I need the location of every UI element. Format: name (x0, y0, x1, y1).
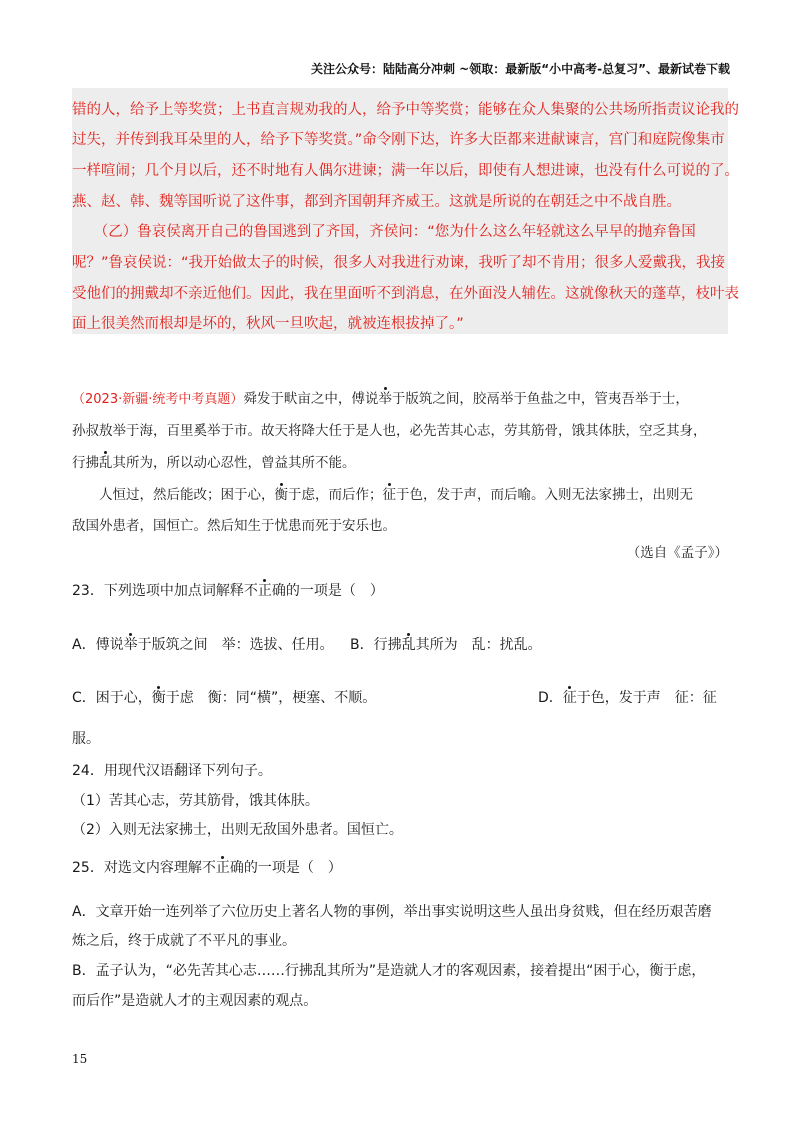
passage-line-2: 孙叔敖举于海，百里奚举于市。故天将降大任于是人也，必先苦其心志，劳其筋骨，饿其体肤，空乏其身， (72, 423, 707, 439)
q24-stem: 24．用现代汉语翻译下列句子。 (72, 763, 272, 779)
dotted-char: 征 (562, 690, 577, 706)
page-header: 关注公众号：陆陆高分冲刺 ~领取：最新版“小中高考-总复习”、最新试卷下载 (311, 62, 730, 76)
answer-line-6: 呢？”鲁哀侯说：“我开始做太子的时候，很多人对我进行劝谏，我听了却不肯用；很多人爱戴我，我接 (72, 255, 726, 271)
dotted-char: 举 (123, 637, 138, 653)
q25-option-a-line-1: A．文章开始一连列举了六位历史上著名人物的事例，举出事实说明这些人虽出身贫贱，但在经历艰苦磨 (72, 904, 712, 920)
dotted-text: 不正确 (243, 583, 286, 599)
passage-line-1: （2023·新疆·统考中考真题）舜发于畎亩之中，傅说举于版筑之间，胶鬲举于鱼盐之中，管夷吾举于士， (72, 391, 689, 407)
q23-option-b: B．行拂乱其所为 乱：扰乱。 (350, 637, 542, 653)
dotted-char: 征 (382, 487, 396, 503)
answer-line-2: 过失，并传到我耳朵里的人，给予下等奖赏。”命令刚下达，许多大臣都来进献谏言，宫门和庭院像集市 (72, 132, 725, 148)
q25-option-b-line-1: B．孟子认为，“必先苦其心志……行拂乱其所为”是造就人才的客观因素，接着提出“困于心，衡于虑， (72, 963, 706, 979)
q23-option-a: A．傅说举于版筑之间 举：选拔、任用。 (72, 637, 334, 653)
q23-option-c: C．困于心，衡于虑 衡：同“横”，梗塞、不顺。 (72, 690, 377, 706)
answer-line-1: 错的人，给予上等奖赏；上书直言规劝我的人，给予中等奖赏；能够在众人集聚的公共场所指责议论我的 (72, 102, 739, 118)
passage-line-4: 人恒过，然后能改；困于心，衡于虑，而后作；征于色，发于声，而后喻。入则无法家拂士，出则无 (72, 487, 693, 503)
q25-option-a-line-2: 炼之后，终于成就了不平凡的事业。 (72, 933, 296, 949)
q24-sentence-2: （2）入则无法家拂士，出则无敌国外患者。国恒亡。 (72, 822, 403, 838)
passage-line-5: 敌国外患者，国恒亡。然后知生于忧患而死于安乐也。 (72, 518, 396, 534)
q25-option-b-line-2: 而后作”是造就人才的主观因素的观点。 (72, 993, 318, 1009)
dotted-char: 衡 (274, 487, 288, 503)
q25-stem: 25．对选文内容理解不正确的一项是（ ） (72, 860, 342, 876)
dotted-char: 乱 (401, 637, 416, 653)
answer-line-3: 一样喧闹；几个月以后，还不时地有人偶尔进谏；满一年以后，即使有人想进谏，也没有什么可说的了。 (72, 163, 739, 179)
source-tag: （2023·新疆·统考中考真题） (72, 392, 244, 407)
q23-option-d-continued: 服。 (72, 731, 100, 747)
q23-option-d: D．征于色，发于声 征：征 (538, 690, 717, 706)
dotted-text: 不正确 (201, 860, 244, 876)
dotted-char: 衡 (151, 690, 166, 706)
answer-line-4: 燕、赵、韩、魏等国听说了这件事，都到齐国朝拜齐威王。这就是所说的在朝廷之中不战自胜。 (72, 194, 681, 210)
answer-line-8: 面上很美然而根却是坏的，秋风一旦吹起，就被连根拔掉了。” (72, 316, 464, 332)
passage-citation: （选自《孟子》） (626, 545, 728, 561)
page-number: 15 (72, 1052, 88, 1066)
dotted-char: 乱 (99, 455, 113, 471)
q23-stem: 23．下列选项中加点词解释不正确的一项是（ ） (72, 583, 384, 599)
dotted-char: 举 (378, 391, 392, 407)
q24-sentence-1: （1）苦其心志，劳其筋骨，饿其体肤。 (72, 793, 319, 809)
passage-line-3: 行拂乱其所为，所以动心忍性，曾益其所不能。 (72, 455, 356, 471)
answer-line-5: （乙）鲁哀侯离开自己的鲁国逃到了齐国，齐侯问：“您为什么这么年轻就这么早早的抛弃鲁国 (72, 224, 696, 240)
answer-line-7: 受他们的拥戴却不亲近他们。因此，我在里面听不到消息，在外面没人辅佐。这就像秋天的蓬草，枝叶表 (72, 286, 739, 302)
